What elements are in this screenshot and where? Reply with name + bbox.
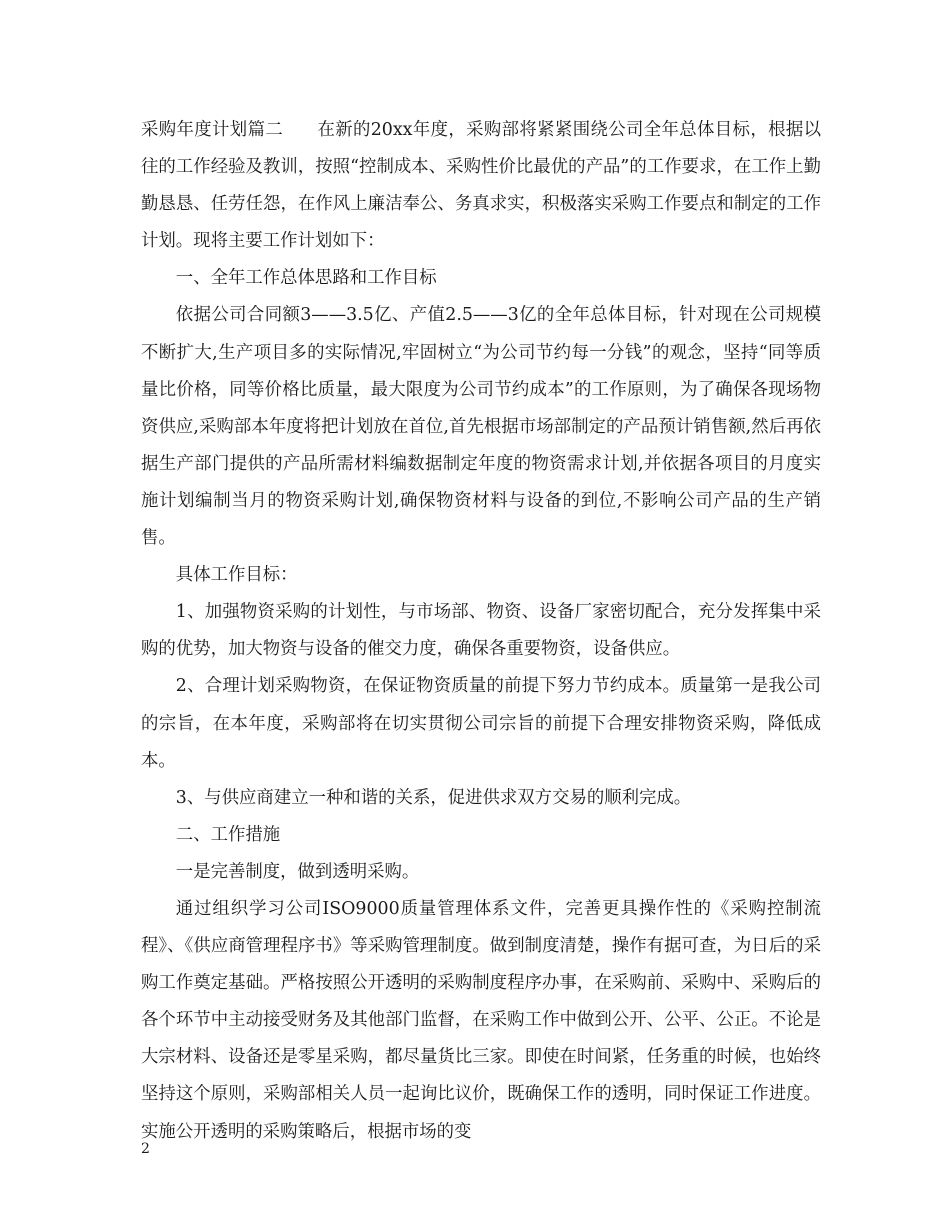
- document-body: [141, 112, 821, 1151]
- paragraph-measure-1: 通过组织学习公司ISO9000质量管理体系文件，完善更具操作性的《采购控制流程》、《供应商管理程序书》等采购管理制度。做到制度清楚，操作有据可查，为日后的采购工作奠定基础。严格按照公开透明的采购制度程序办事，在采购前、采购中、采购后的各个环节中主动接受财务及其他部门监督，在采购工作中做到公开、公平、公正。不论是大宗材料、设备还是零星采购，都尽量货比三家。即使在时间紧，任务重的时候，也始终坚持这个原则，采购部相关人员一起询比议价，既确保工作的透明，同时保证工作进度。实施公开透明的采购策略后，根据市场的变: [141, 898, 821, 1142]
- paragraph-overall-goal: 依据公司合同额3——3.5亿、产值2.5——3亿的全年总体目标，针对现在公司规模不断扩大,生产项目多的实际情况,牢固树立“为公司节约每一分钱”的观念，坚持“同等质量比价格，同等价格比质量，最大限度为公司节约成本”的工作原则，为了确保各现场物资供应,采购部本年度将把计划放在首位,首先根据市场部制定的产品预计销售额,然后再依据生产部门提供的产品所需材料编数据制定年度的物资需求计划,并依据各项目的月度实施计划编制当月的物资采购计划,确保物资材料与设备的到位,不影响公司产品的生产销售。: [141, 305, 821, 549]
- page-number: 2: [141, 1141, 150, 1157]
- intro-text: 在新的20xx年度，采购部将紧紧围绕公司全年总体目标，根据以往的工作经验及教训，按照“控制成本、采购性价比最优的产品”的工作要求，在工作上勤勤恳恳、任劳任怨，在作风上廉洁奉公、务真求实，积极落实采购工作要点和制定的工作计划。现将主要工作计划如下：: [141, 120, 821, 252]
- section-heading-measures: 二、工作措施: [175, 824, 281, 845]
- goal-item-2: 2、合理计划采购物资，在保证物资质量的前提下努力节约成本。质量第一是我公司的宗旨，在本年度，采购部将在切实贯彻公司宗旨的前提下合理安排物资采购，降低成本。: [141, 676, 821, 771]
- section-heading-overall: 一、全年工作总体思路和工作目标: [175, 268, 437, 289]
- subheading-specific-goals: 具体工作目标：: [175, 565, 298, 586]
- goal-item-1: 1、加强物资采购的计划性，与市场部、物资、设备厂家密切配合，充分发挥集中采购的优势，加大物资与设备的催交力度，确保各重要物资，设备供应。: [141, 602, 821, 660]
- measure-heading-1: 一是完善制度，做到透明采购。: [175, 861, 420, 882]
- goal-item-3: 3、与供应商建立一种和谐的关系，促进供求双方交易的顺利完成。: [175, 787, 692, 808]
- intro-paragraph: [141, 112, 821, 260]
- intro-title: 采购年度计划篇二: [141, 120, 284, 140]
